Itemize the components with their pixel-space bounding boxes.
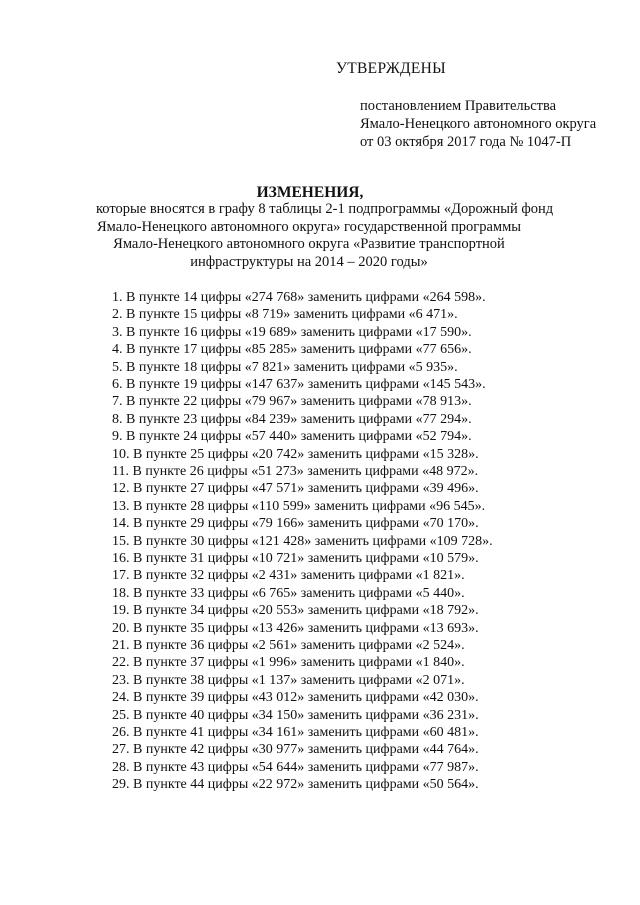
approved-heading: УТВЕРЖДЕНЫ xyxy=(336,60,446,77)
amendment-item: 8. В пункте 23 цифры «84 239» заменить цифрами «77 294». xyxy=(112,411,472,427)
amendment-item: 6. В пункте 19 цифры «147 637» заменить цифрами «145 543». xyxy=(112,377,486,392)
resolution-line: Ямало-Ненецкого автономного округа xyxy=(360,116,597,132)
document-title: ИЗМЕНЕНИЯ, xyxy=(256,184,364,201)
amendment-item: 19. В пункте 34 цифры «20 553» заменить цифрами «18 792». xyxy=(112,603,479,619)
amendment-item: 10. В пункте 25 цифры «20 742» заменить цифрами «15 328». xyxy=(112,446,479,462)
amendment-item: 13. В пункте 28 цифры «110 599» заменить цифрами «96 545». xyxy=(112,498,486,514)
amendment-item: 11. В пункте 26 цифры «51 273» заменить цифрами «48 972». xyxy=(112,464,479,479)
subtitle-line: Ямало-Ненецкого автономного округа» государственной программы xyxy=(96,218,522,235)
amendment-item: 14. В пункте 29 цифры «79 166» заменить цифрами «70 170». xyxy=(112,516,479,532)
amendment-item: 22. В пункте 37 цифры «1 996» заменить цифрами «1 840». xyxy=(112,655,465,671)
amendment-item: 21. В пункте 36 цифры «2 561» заменить цифрами «2 524». xyxy=(112,638,465,653)
amendment-item: 23. В пункте 38 цифры «1 137» заменить цифрами «2 071». xyxy=(112,672,465,688)
amendment-item: 3. В пункте 16 цифры «19 689» заменить цифрами «17 590». xyxy=(112,324,472,340)
amendment-item: 4. В пункте 17 цифры «85 285» заменить цифрами «77 656». xyxy=(112,342,472,358)
resolution-line: постановлением Правительства xyxy=(360,98,557,114)
amendment-item: 28. В пункте 43 цифры «54 644» заменить цифрами «77 987». xyxy=(112,759,479,775)
amendment-item: 27. В пункте 42 цифры «30 977» заменить цифрами «44 764». xyxy=(112,742,479,758)
resolution-line: от 03 октября 2017 года № 1047-П xyxy=(360,134,572,150)
amendment-item: 1. В пункте 14 цифры «274 768» заменить цифрами «264 598». xyxy=(112,290,486,305)
amendment-item: 16. В пункте 31 цифры «10 721» заменить цифрами «10 579». xyxy=(112,551,479,566)
amendment-item: 18. В пункте 33 цифры «6 765» заменить цифрами «5 440». xyxy=(112,585,465,601)
subtitle-line: которые вносятся в графу 8 таблицы 2-1 подпрограммы «Дорожный фонд xyxy=(96,201,554,217)
amendment-item: 9. В пункте 24 цифры «57 440» заменить цифрами «52 794». xyxy=(112,429,472,445)
amendment-item: 26. В пункте 41 цифры «34 161» заменить цифрами «60 481». xyxy=(112,725,479,740)
document-subtitle xyxy=(96,201,554,271)
amendment-item: 7. В пункте 22 цифры «79 967» заменить цифрами «78 913». xyxy=(112,394,472,410)
amendment-item: 17. В пункте 32 цифры «2 431» заменить цифрами «1 821». xyxy=(112,568,465,584)
amendment-item: 20. В пункте 35 цифры «13 426» заменить цифрами «13 693». xyxy=(112,620,479,636)
amendment-item: 25. В пункте 40 цифры «34 150» заменить цифрами «36 231». xyxy=(112,707,479,723)
resolution-reference xyxy=(360,97,596,151)
subtitle-line: Ямало-Ненецкого автономного округа «Развитие транспортной xyxy=(113,236,505,252)
amendment-item: 24. В пункте 39 цифры «43 012» заменить цифрами «42 030». xyxy=(112,690,479,706)
amendment-item: 15. В пункте 30 цифры «121 428» заменить цифрами «109 728». xyxy=(112,533,493,549)
amendment-item: 2. В пункте 15 цифры «8 719» заменить цифрами «6 471». xyxy=(112,307,458,323)
amendment-item: 12. В пункте 27 цифры «47 571» заменить цифрами «39 496». xyxy=(112,481,479,497)
amendment-item: 29. В пункте 44 цифры «22 972» заменить цифрами «50 564». xyxy=(112,777,479,793)
subtitle-line: инфраструктуры на 2014 – 2020 годы» xyxy=(190,253,428,270)
amendment-item: 5. В пункте 18 цифры «7 821» заменить цифрами «5 935». xyxy=(112,359,458,375)
